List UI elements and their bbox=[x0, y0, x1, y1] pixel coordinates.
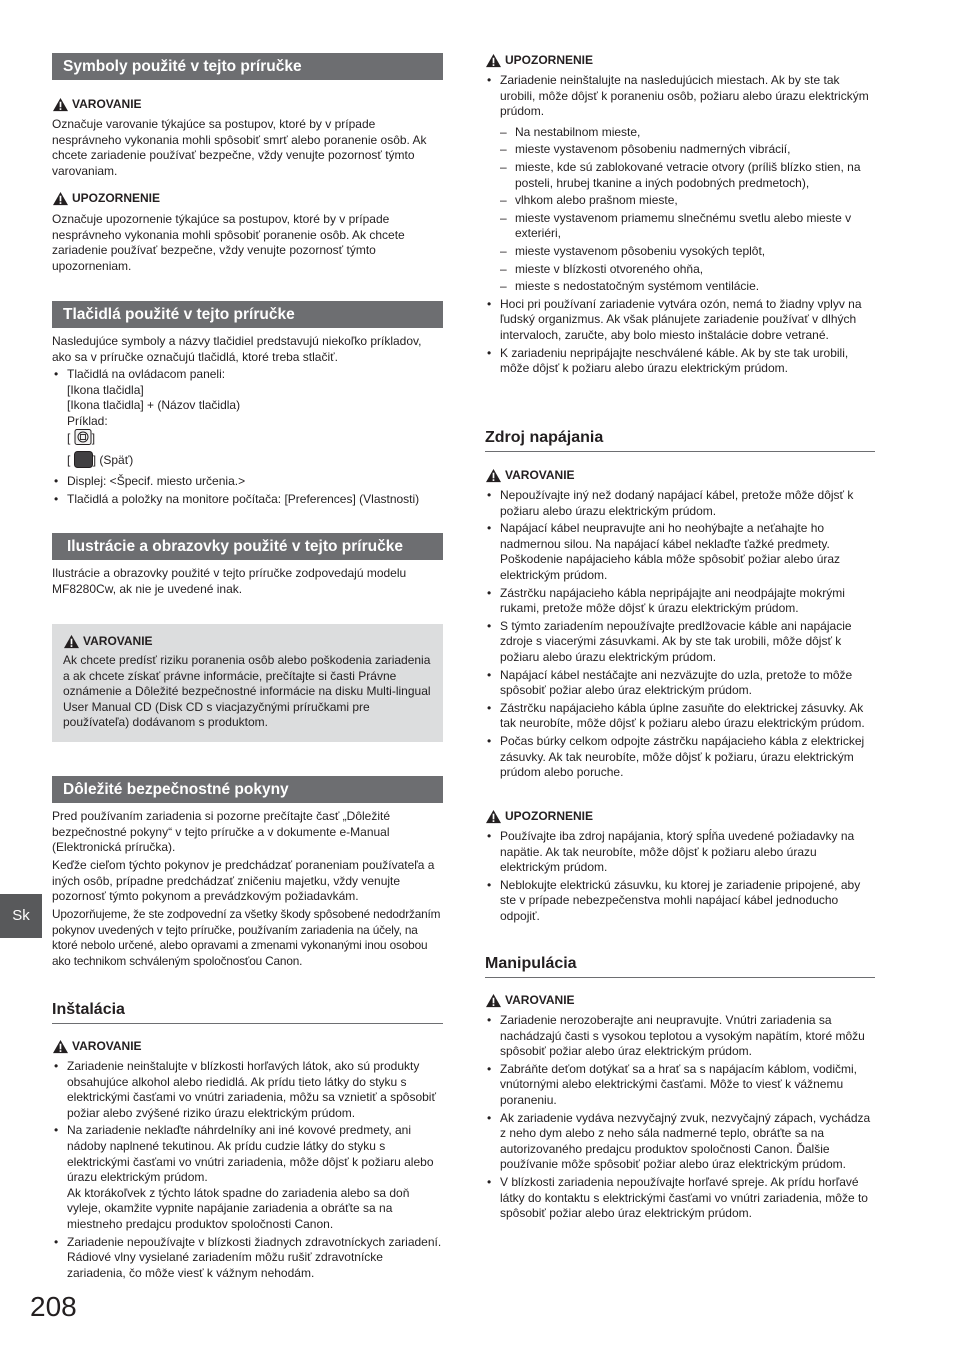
list-item: • Nepoužívajte iný než dodaný napájací kábel, pretože môže dôjsť k požiaru alebo úrazu elektrickým prúdom. bbox=[485, 488, 875, 519]
caution-label: UPOZORNENIE bbox=[485, 53, 593, 68]
list-item: – mieste vystavenom pôsobeniu nadmerných vibrácií, bbox=[485, 142, 875, 158]
list-item: • Zariadenie nepoužívajte v blízkosti žiadnych zdravotníckych zariadení. Rádiové vlny vysielané zariadením môžu rušiť zdravotnícke zariadenia, čo môže viesť k vážnym nehodám. bbox=[52, 1235, 443, 1282]
power-caution-list bbox=[485, 829, 875, 925]
caution-label: UPOZORNENIE bbox=[485, 809, 593, 824]
warning-label: VAROVANIE bbox=[485, 993, 575, 1008]
buttons-list bbox=[52, 367, 443, 508]
example-copy-button: [ ] bbox=[67, 431, 96, 446]
warning-box bbox=[52, 624, 443, 742]
list-item: – mieste v blízkosti otvoreného ohňa, bbox=[485, 262, 875, 278]
list-item: • Zariadenie neinštalujte v blízkosti horľavých látok, ako sú produkty obsahujúce alkohol alebo riedidlá. Ak prídu tieto látky do styku s elektrickými časťami vo vnútri zariadenia, môžu sa vznietiť a spôsobiť požiar alebo zvýšené riziko úrazu elektrickým prúdom. bbox=[52, 1059, 443, 1121]
list-item: • Napájací kábel neupravujte ani ho neohýbajte a neťahajte ho nadmernou silou. Na napájací kábel neklaďte ťažké predmety. Poškodenie napájacieho kábla môže spôsobiť požiar alebo úraz elektrickým prúdom. bbox=[485, 521, 875, 583]
list-item: • Zariadenie neinštalujte na nasledujúcich miestach. Ak by ste tak urobili, môže dôjsť k poraneniu osôb, požiaru alebo úrazu elektrickým prúdom. – Na nestabilnom mieste, – mieste vystavenom pôsobeniu nadmerných vibrácií, – mieste, kde sú zablokované vetracie otvory (príliš blízko stien, na posteli, hrubej tkanine a iných podobných predmetoch), – vlhkom alebo prašnom mieste, – mieste vystavenom priamemu slnečnému svetlu alebo mieste v exteriéri, – mieste vystavenom pôsobeniu vysokých teplôt, – mieste v blízkosti otvoreného ohňa, – mieste s nedostatočným systémom ventilácie. bbox=[485, 73, 875, 295]
section-heading-power: Zdroj napájania bbox=[485, 428, 875, 452]
example-back-button: [ ] (Späť) bbox=[67, 453, 134, 468]
warning-triangle-icon bbox=[52, 191, 69, 206]
safety-paragraph: Keďže cieľom týchto pokynov je predchádzať poraneniam používateľa a iných osôb, prípadne predchádzať zničeniu majetku, vždy venujte pozornosť týmto pokynom a prevádzkovým požiadavkám. bbox=[52, 858, 435, 904]
list-item: – mieste vystavenom priamemu slnečnému svetlu alebo mieste v exteriéri, bbox=[485, 211, 875, 242]
warning-triangle-icon bbox=[485, 993, 502, 1008]
list-item: – mieste vystavenom pôsobeniu vysokých teplôt, bbox=[485, 244, 875, 260]
list-item: • Displej: <Špecif. miesto určenia.> bbox=[52, 474, 443, 490]
list-item: • Zabráňte deťom dotýkať sa a hrať sa s napájacím káblom, vodičmi, vnútornými alebo elektrickými časťami. Môže to viesť k vážnemu poraneniu. bbox=[485, 1062, 875, 1109]
warning-triangle-icon bbox=[485, 468, 502, 483]
section-heading-handling: Manipulácia bbox=[485, 954, 875, 978]
handling-warning-list bbox=[485, 1013, 875, 1222]
safety-paragraph: Upozorňujeme, že ste zodpovední za všetky škody spôsobené nedodržaním pokynov uvedených v tejto príručke, používaním zariadenia na účely, na ktoré nebolo určené, alebo opravami a zmenami vykonanými inou osobou ako technikom schváleným spoločnosťou Canon. bbox=[52, 907, 441, 968]
warning-label: VAROVANIE bbox=[52, 1039, 142, 1054]
caution-label: UPOZORNENIE bbox=[52, 191, 160, 206]
list-item: • Ak zariadenie vydáva nezvyčajný zvuk, nezvyčajný zápach, vychádza z neho dym alebo z neho sála nadmerné teplo, obráťte sa na autorizovaného predajcu produktov spoločnosti Canon. Ďalšie používanie môže spôsobiť požiar alebo úraz elektrickým prúdom. bbox=[485, 1111, 875, 1173]
power-warning-list bbox=[485, 488, 875, 781]
warning-triangle-icon bbox=[485, 809, 502, 824]
warning-triangle-icon bbox=[485, 53, 502, 68]
list-item: • Počas búrky celkom odpojte zástrčku napájacieho kábla z elektrickej zásuvky. Ak tak neurobíte, môže dôjsť k požiaru, úrazu elektrickým prúdom alebo poruche. bbox=[485, 734, 875, 781]
warning-box-text: Ak chcete predísť riziku poranenia osôb alebo poškodenia zariadenia a ak chcete získať právne informácie, prečítajte si časti Právne oznámenie a Dôležité bezpečnostné informácie na disku Multi-lingual User Manual CD (Disk CD s viacjazyčnými príručkami pre používateľa) dodávanom s produktom. bbox=[63, 653, 431, 730]
safety-paragraph: Pred používaním zariadenia si pozorne prečítajte časť „Dôležité bezpečnostné pokyny“ v tejto príručke a v dokumente e-Manual (Elektronická príručka). bbox=[52, 809, 391, 855]
section-header-illustrations: Ilustrácie a obrazovky použité v tejto príručke bbox=[52, 533, 443, 560]
warning-label: VAROVANIE bbox=[52, 97, 142, 112]
list-item: • S týmto zariadením nepoužívajte predlžovacie káble ani napájacie zdroje s viacerými zásuvkami. Ak by ste tak urobili, môže dôjsť k požiaru alebo úrazu elektrickým prúdom. bbox=[485, 619, 875, 666]
location-list bbox=[485, 125, 875, 295]
installation-caution-list bbox=[485, 73, 875, 377]
buttons-intro: Nasledujúce symboly a názvy tlačidiel predstavujú niekoľko príkladov, ako sa v príručke označujú tlačidlá, ktoré treba stlačiť. bbox=[52, 334, 422, 364]
section-header-buttons: Tlačidlá použité v tejto príručke bbox=[52, 301, 443, 328]
illustrations-text: Ilustrácie a obrazovky použité v tejto príručke zodpovedajú modelu MF8280Cw, ak nie je uvedené inak. bbox=[52, 566, 407, 596]
warning-label: VAROVANIE bbox=[63, 634, 431, 649]
list-item: • V blízkosti zariadenia nepoužívajte horľavé spreje. Ak prídu horľavé látky do kontaktu s elektrickými časťami vo vnútri zariadenia, môže to spôsobiť požiar alebo úraz elektrickým prúdom. bbox=[485, 1175, 875, 1222]
list-item: • Zástrčku napájacieho kábla nepripájajte ani neodpájajte mokrými rukami, pretože môže dôjsť k úrazu elektrickým prúdom. bbox=[485, 586, 875, 617]
language-tab: Sk bbox=[0, 894, 42, 938]
warning-triangle-icon bbox=[52, 97, 69, 112]
copy-button-icon bbox=[74, 429, 92, 444]
list-item: • Na zariadenie neklaďte náhrdelníky ani iné kovové predmety, ani nádoby naplnené tekutinou. Ak prídu cudzie látky do styku s elektrickými časťami vo vnútri zariadenia, môže dôjsť k požiaru alebo úrazu elektrickým prúdom. Ak ktorákoľvek z týchto látok spadne do zariadenia alebo sa doň vyleje, okamžite vypnite napájanie zariadenia a obráťte sa na miestneho predajcu produktov spoločnosti Canon. bbox=[52, 1123, 443, 1232]
installation-warning-list bbox=[52, 1059, 443, 1281]
list-item: • Používajte iba zdroj napájania, ktorý spĺňa uvedené požiadavky na napätie. Ak tak neurobíte, môže dôjsť k požiaru alebo úrazu elektrickým prúdom. bbox=[485, 829, 875, 876]
list-item: • Tlačidlá na ovládacom paneli: [Ikona tlačidla] [Ikona tlačidla] + (Názov tlačidla) Príklad: [ ] [ ] (Späť) bbox=[52, 367, 443, 473]
list-item: • Hoci pri používaní zariadenie vytvára ozón, nemá to žiadny vplyv na ľudský organizmus. Ak však plánujete zariadenie používať v dlhých intervaloch, zaručte, aby bolo miesto inštalácie dobre vetrané. bbox=[485, 297, 875, 344]
list-item: – mieste, kde sú zablokované vetracie otvory (príliš blízko stien, na posteli, hrubej tkanine a iných podobných predmetoch), bbox=[485, 160, 875, 191]
section-header-symbols: Symboly použité v tejto príručke bbox=[52, 53, 443, 80]
warning-description: Označuje varovanie týkajúce sa postupov, ktoré by v prípade nesprávneho vykonania mohli spôsobiť smrť alebo poranenie osôb. Ak chcete zariadenie používať bezpečne, vždy venujte pozornosť týmto varovaniam. bbox=[52, 117, 427, 178]
warning-triangle-icon bbox=[52, 1039, 69, 1054]
page-number: 208 bbox=[30, 1291, 77, 1322]
list-item: • Zariadenie nerozoberajte ani neupravujte. Vnútri zariadenia sa nachádzajú časti s vysokou teplotou a vysokým napätím, ktoré môžu spôsobiť požiar alebo úraz elektrickým prúdom. bbox=[485, 1013, 875, 1060]
warning-label: VAROVANIE bbox=[485, 468, 575, 483]
list-item: • Neblokujte elektrickú zásuvku, ku ktorej je zariadenie pripojené, aby ste v prípade nebezpečenstva mohli napájací kábel jednoducho odpojiť. bbox=[485, 878, 875, 925]
list-item: • K zariadeniu nepripájajte neschválené káble. Ak by ste tak urobili, môže dôjsť k požiaru alebo úrazu elektrickým prúdom. bbox=[485, 346, 875, 377]
back-button-icon bbox=[74, 451, 93, 468]
list-item: • Tlačidlá a položky na monitore počítača: [Preferences] (Vlastnosti) bbox=[52, 492, 443, 508]
section-heading-installation: Inštalácia bbox=[52, 1000, 443, 1024]
list-item: • Napájací kábel nestáčajte ani nezväzujte do uzla, pretože to môže spôsobiť požiar alebo úraz elektrickým prúdom. bbox=[485, 668, 875, 699]
warning-triangle-icon bbox=[63, 634, 80, 649]
list-item: – mieste s nedostatočným systémom ventilácie. bbox=[485, 279, 875, 295]
list-item: • Zástrčku napájacieho kábla úplne zasuňte do elektrickej zásuvky. Ak tak neurobíte, môže dôjsť k požiaru alebo úrazu elektrickým prúdom. bbox=[485, 701, 875, 732]
list-item: – vlhkom alebo prašnom mieste, bbox=[485, 193, 875, 209]
list-item: – Na nestabilnom mieste, bbox=[485, 125, 875, 141]
caution-description: Označuje upozornenie týkajúce sa postupov, ktoré by v prípade nesprávneho vykonania mohli spôsobiť poranenie osôb. Ak chcete zariadenie používať bezpečne, vždy venujte pozornosť týmto upozorneniam. bbox=[52, 212, 405, 273]
section-header-safety: Dôležité bezpečnostné pokyny bbox=[52, 776, 443, 803]
